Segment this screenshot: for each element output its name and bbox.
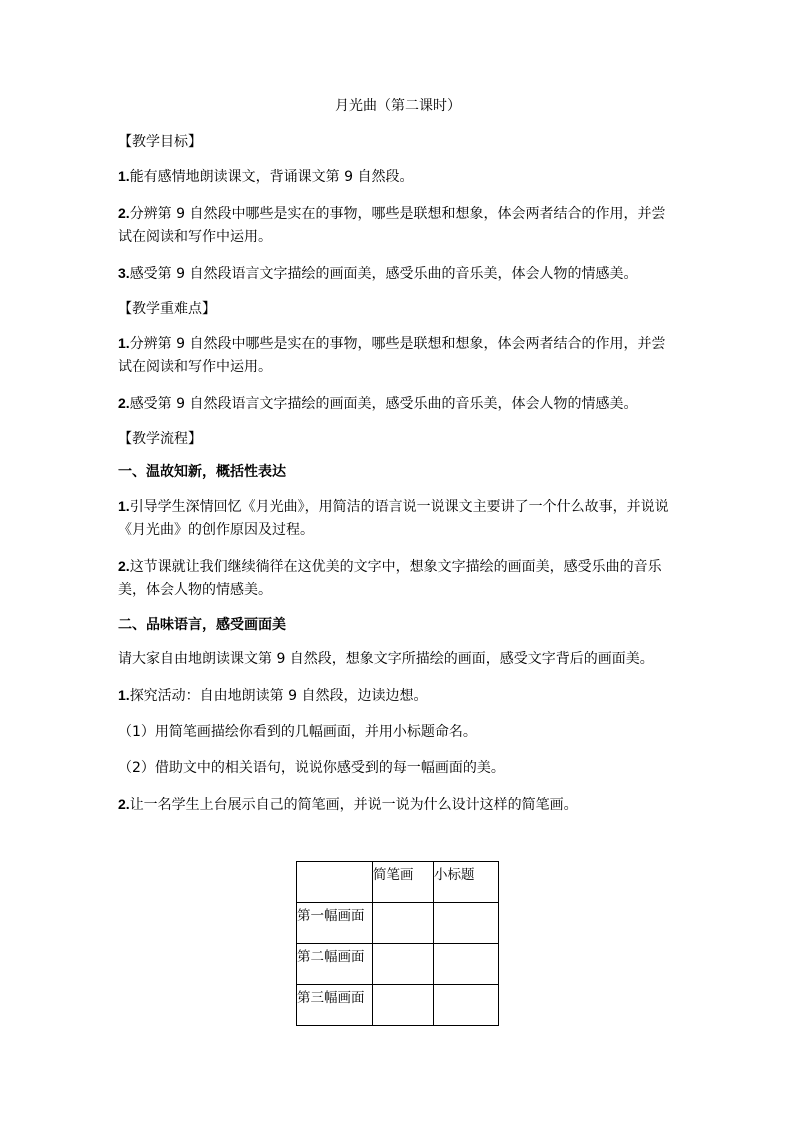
- page-title: 月光曲（第二课时）: [335, 98, 461, 114]
- objectives-heading: 【教学目标】: [118, 134, 202, 150]
- part1-item-1-number: 1.: [118, 498, 130, 514]
- objective-item-3-text: 感受第 9 自然段语言文字描绘的画面美，感受乐曲的音乐美，体会人物的情感美。: [129, 266, 638, 282]
- table-cell: [373, 944, 434, 985]
- part1-item-2-number: 2.: [118, 558, 130, 574]
- table-row-label: 第一幅画面: [297, 903, 373, 944]
- table-cell: [434, 903, 499, 944]
- objective-item-2-text: 分辨第 9 自然段中哪些是实在的事物，哪些是联想和想象，体会两者结合的作用，并尝试在阅读和写作中运用。: [118, 206, 666, 245]
- objective-item-2-number: 2.: [118, 205, 130, 221]
- table-header-cell-subtitle: 小标题: [434, 862, 499, 903]
- key-points-heading: 【教学重难点】: [118, 301, 216, 317]
- part1-item-1: [118, 495, 678, 542]
- objective-item-2: [118, 202, 678, 249]
- part2-item-1-text: 探究活动：自由地朗读第 9 自然段，边读边想。: [129, 688, 428, 704]
- part1-heading: 一、温故知新，概括性表达: [118, 464, 286, 480]
- table-cell: [373, 903, 434, 944]
- key-point-item-1-text: 分辨第 9 自然段中哪些是实在的事物，哪些是联想和想象，体会两者结合的作用，并尝试在阅读和写作中运用。: [118, 336, 666, 375]
- part2-heading: 二、品味语言，感受画面美: [118, 617, 286, 633]
- key-point-item-2-text: 感受第 9 自然段语言文字描绘的画面美，感受乐曲的音乐美，体会人物的情感美。: [129, 396, 638, 412]
- objective-item-3-number: 3.: [118, 265, 130, 281]
- table-header-cell-sketch: 简笔画: [373, 862, 434, 903]
- table-row: [297, 985, 499, 1026]
- part2-item-1-number: 1.: [118, 687, 130, 703]
- key-point-item-2: [118, 392, 678, 416]
- part1-item-1-text: 引导学生深情回忆《月光曲》，用简洁的语言说一说课文主要讲了一个什么故事，并说说《月光曲》的创作原因及过程。: [118, 499, 669, 538]
- part2-sub-item-1: （1）用简笔画描绘你看到的几幅画面，并用小标题命名。: [118, 724, 477, 740]
- process-heading: 【教学流程】: [118, 431, 202, 447]
- sketch-table-wrapper: [296, 861, 499, 1026]
- part2-item-2-text: 让一名学生上台展示自己的简笔画，并说一说为什么设计这样的简笔画。: [129, 797, 578, 813]
- table-cell: [434, 944, 499, 985]
- table-header-row: [297, 862, 499, 903]
- key-point-item-2-number: 2.: [118, 395, 130, 411]
- table-row-label: 第三幅画面: [297, 985, 373, 1026]
- part2-sub-item-2: （2）借助文中的相关语句，说说你感受到的每一幅画面的美。: [118, 760, 505, 776]
- key-point-item-1: [118, 332, 678, 379]
- table-row: [297, 903, 499, 944]
- table-row-label: 第二幅画面: [297, 944, 373, 985]
- table-cell: [434, 985, 499, 1026]
- table-row: [297, 944, 499, 985]
- key-point-item-1-number: 1.: [118, 335, 130, 351]
- table-cell: [373, 985, 434, 1026]
- part1-item-2: [118, 555, 678, 602]
- table-header-cell-empty: [297, 862, 373, 903]
- part2-intro: 请大家自由地朗读课文第 9 自然段，想象文字所描绘的画面，感受文字背后的画面美。: [118, 651, 654, 667]
- objective-item-1: [118, 165, 678, 189]
- sketch-table: [296, 861, 499, 1026]
- document-content: [118, 96, 678, 830]
- part2-item-2: [118, 793, 678, 817]
- objective-item-1-number: 1.: [118, 168, 130, 184]
- objective-item-3: [118, 262, 678, 286]
- part2-item-1: [118, 684, 678, 708]
- part1-item-2-text: 这节课就让我们继续徜徉在这优美的文字中，想象文字描绘的画面美，感受乐曲的音乐美，体会人物的情感美。: [118, 559, 662, 598]
- part2-item-2-number: 2.: [118, 796, 130, 812]
- objective-item-1-text: 能有感情地朗读课文，背诵课文第 9 自然段。: [129, 169, 414, 185]
